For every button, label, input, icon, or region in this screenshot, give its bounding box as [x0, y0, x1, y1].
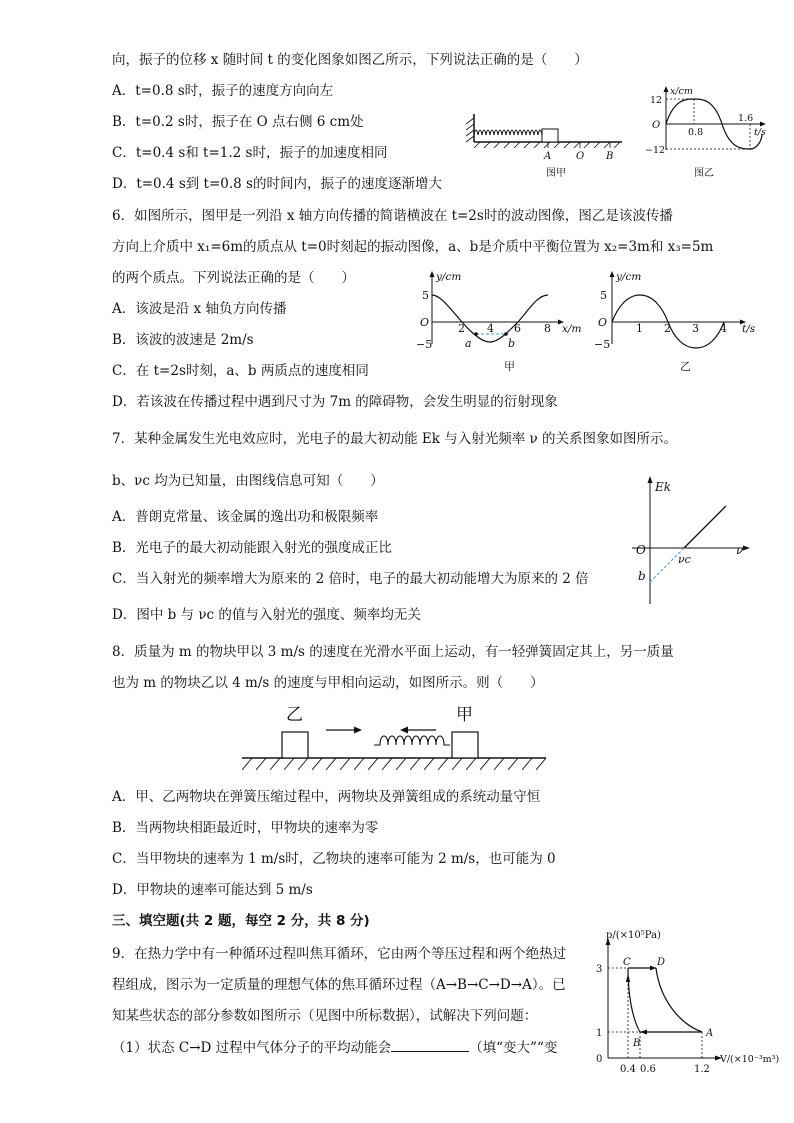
point-b-label: B	[606, 151, 614, 162]
y-axis-label: Ek	[655, 480, 672, 494]
point-o-label: O	[576, 151, 585, 162]
q9-sub1	[112, 1037, 557, 1058]
t-tick-2: 2	[664, 322, 671, 335]
p-tick-3: 3	[596, 964, 603, 975]
y-axis-label: y/cm	[616, 271, 642, 283]
b-label: b	[638, 569, 646, 583]
x-axis-label: x/m	[562, 323, 582, 335]
y-axis-label: x/cm	[670, 86, 693, 97]
q5-figure-yi	[644, 84, 774, 182]
x-axis-label: t/s	[754, 127, 766, 138]
q9-stem-1: 9．在热力学中有一种循环过程叫焦耳循环，它由两个等压过程和两个绝热过	[112, 946, 567, 962]
q8-option-b: B．当两物块相距最近时，甲物块的速率为零	[112, 820, 379, 836]
q6-option-d: D．若该波在传播过程中遇到尺寸为 7m 的障碍物，会发生明显的衍射现象	[112, 394, 558, 410]
origin-label: O	[598, 316, 608, 329]
point-a-label: A	[544, 151, 552, 162]
x-tick-2: 2	[458, 322, 465, 335]
y-tick-5: 5	[422, 289, 429, 302]
origin-label: O	[652, 120, 661, 131]
q6-option-b: B．该波的波速是 2m/s	[112, 332, 254, 348]
v-tick-06: 0.6	[640, 1064, 656, 1075]
y-tick-neg5: −5	[594, 338, 611, 351]
spring-icon	[374, 736, 450, 745]
q8-stem-2: 也为 m 的物块乙以 4 m/s 的速度与甲相向运动，如图所示。则（ ）	[112, 675, 544, 691]
x-tick-08: 0.8	[688, 127, 704, 138]
origin-label: O	[636, 543, 646, 557]
spring-icon	[474, 130, 542, 135]
q7-option-c: C．当入射光的频率增大为原来的 2 倍时，电子的最大初动能增大为原来的 2 倍	[112, 571, 589, 587]
q5-option-c: C．t=0.4 s和 t=1.2 s时，振子的加速度相同	[112, 145, 388, 161]
q7-figure	[628, 474, 758, 608]
q7-option-d: D．图中 b 与 νc 的值与入射光的强度、频率均无关	[112, 607, 421, 623]
y-axis-label: p/(×10⁵Pa)	[606, 930, 661, 941]
q7-stem: 7．某种金属发生光电效应时，光电子的最大初动能 Ek 与入射光频率 ν 的关系图象如图所示。	[112, 431, 677, 447]
block-jia	[452, 732, 478, 758]
q9-sub1-prefix: （1）状态 C→D 过程中气体分子的平均动能会	[112, 1040, 392, 1056]
q8-option-a: A．甲、乙两物块在弹簧压缩过程中，两物块及弹簧组成的系统动量守恒	[112, 789, 541, 805]
arrow-right-icon	[354, 727, 362, 734]
q9-stem-3: 知某些状态的部分参数如图所示（见图中所标数据），试解决下列问题：	[112, 1008, 538, 1024]
q8-option-d: D．甲物块的速率可能达到 5 m/s	[112, 882, 313, 898]
q8-option-c: C．当甲物块的速率为 1 m/s时，乙物块的速率可能为 2 m/s，也可能为 0	[112, 851, 556, 867]
q5-option-a: A．t=0.8 s时，振子的速度方向向左	[112, 83, 334, 99]
section-title: 三、填空题(共 2 题，每空 2 分，共 8 分)	[112, 913, 370, 929]
point-c-label: C	[623, 957, 631, 968]
answer-blank[interactable]	[391, 1037, 469, 1052]
q6-option-c: C．在 t=2s时刻，a、b 两质点的速度相同	[112, 363, 369, 379]
x-tick-6: 6	[514, 322, 521, 335]
y-tick-5: 5	[600, 289, 607, 302]
block-yi	[282, 732, 308, 758]
figure-caption: 甲	[504, 360, 515, 373]
t-tick-3: 3	[692, 322, 699, 335]
point-d-label: D	[657, 957, 666, 968]
y-axis-label: y/cm	[436, 271, 462, 283]
y-tick-neg5: −5	[416, 338, 433, 351]
x-axis-label: ν	[736, 543, 744, 557]
origin-label: O	[420, 316, 430, 329]
q6-figure-yi	[592, 268, 762, 376]
q9-figure	[590, 930, 790, 1076]
q6-option-a: A．该波是沿 x 轴负方向传播	[112, 301, 287, 317]
origin-label: 0	[596, 1054, 603, 1065]
point-b-label: b	[508, 337, 516, 350]
q8-figure	[238, 700, 550, 776]
q7-option-a: A．普朗克常量、该金属的逸出功和极限频率	[112, 509, 379, 525]
point-a-label: A	[706, 1028, 714, 1039]
q6-stem-1: 6．如图所示，图甲是一列沿 x 轴方向传播的简谐横波在 t=2s时的波动图像，图乙是该波传播	[112, 208, 673, 224]
q6-figure-jia	[418, 268, 590, 376]
v-tick-12: 1.2	[694, 1064, 710, 1075]
q6-stem-2: 方向上介质中 x₁=6m的质点从 t=0时刻起的振动图像，a、b是介质中平衡位置为 x₂=3m和 x₃=5m	[112, 239, 714, 255]
figure-caption: 图乙	[694, 168, 714, 179]
t-tick-4: 4	[720, 322, 727, 335]
x-tick-4: 4	[487, 322, 494, 335]
figure-caption: 乙	[680, 360, 691, 373]
vc-label: νc	[678, 553, 691, 566]
arrow-left-icon	[400, 727, 408, 734]
q5-option-d: D．t=0.4 s到 t=0.8 s的时间内，振子的速度逐渐增大	[112, 176, 442, 192]
y-tick-neg12: −12	[645, 145, 666, 156]
q7-stem-2: b、νc 均为已知量，由图线信息可知（ ）	[112, 473, 384, 489]
point-a-label: a	[465, 337, 472, 350]
label-yi: 乙	[286, 705, 303, 725]
q8-stem-1: 8．质量为 m 的物块甲以 3 m/s 的速度在光滑水平面上运动，有一轻弹簧固定其上，另一质量	[112, 644, 674, 660]
q9-sub1-suffix: （填“变大”“变	[469, 1040, 558, 1056]
label-jia: 甲	[456, 705, 473, 725]
x-tick-16: 1.6	[738, 113, 754, 124]
q9-stem-2: 程组成，图示为一定质量的理想气体的焦耳循环过程（A→B→C→D→A）。已	[112, 977, 566, 993]
x-axis-label: V/(×10⁻³m³)	[720, 1054, 780, 1065]
q6-stem-3: 的两个质点。下列说法正确的是（ ）	[112, 270, 355, 286]
q5-stem: 向，振子的位移 x 随时间 t 的变化图象如图乙所示，下列说法正确的是（ ）	[112, 52, 588, 68]
p-tick-1: 1	[596, 1028, 603, 1039]
point-b-label: B	[633, 1038, 641, 1049]
q5-option-b: B．t=0.2 s时，振子在 O 点右侧 6 cm处	[112, 114, 364, 130]
t-tick-1: 1	[636, 322, 643, 335]
y-tick-12: 12	[650, 95, 663, 106]
v-tick-04: 0.4	[620, 1064, 636, 1075]
x-axis-label: t/s	[742, 323, 756, 335]
q7-option-b: B．光电子的最大初动能跟入射光的强度成正比	[112, 540, 392, 556]
x-tick-8: 8	[544, 322, 551, 335]
figure-caption: 图甲	[546, 168, 566, 179]
q5-figure-jia	[460, 110, 630, 182]
